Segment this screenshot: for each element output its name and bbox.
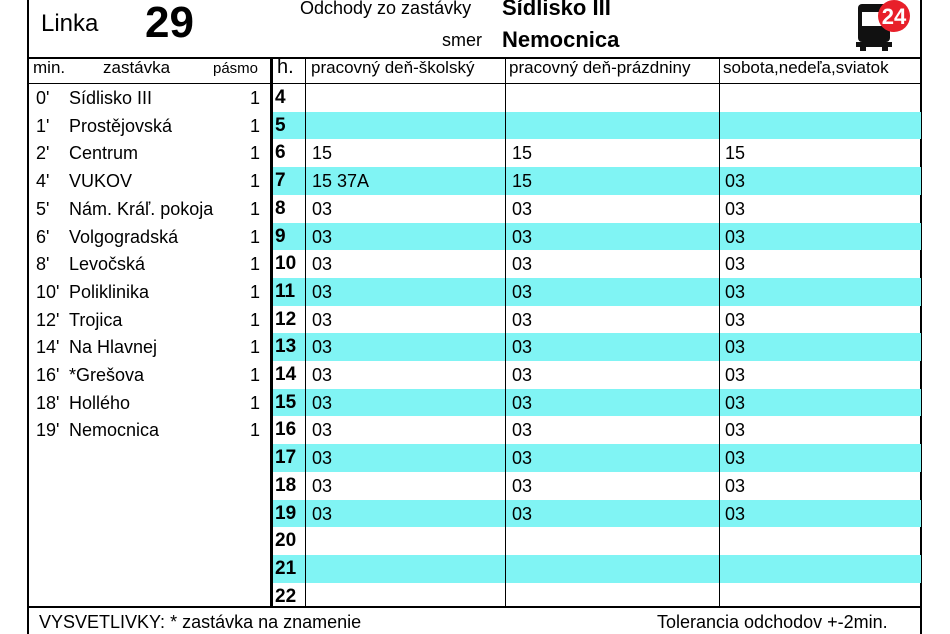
stop-name: Centrum	[69, 143, 139, 164]
stop-min: 10'	[36, 281, 60, 302]
stop-min: 8'	[36, 254, 50, 275]
col-header-school-weekday: pracovný deň-školský	[311, 58, 475, 77]
stop-zone: 1	[250, 88, 261, 108]
stop-min: 16'	[36, 365, 60, 385]
departure-minutes: 03	[312, 503, 333, 524]
departure-minutes: 03	[312, 226, 333, 247]
stop-zone: 1	[250, 143, 261, 164]
hour-row	[273, 527, 921, 555]
departure-minutes: 03	[725, 392, 746, 413]
departure-minutes: 03	[725, 198, 746, 219]
stop-min: 4'	[36, 171, 50, 192]
stop-zone: 1	[250, 309, 261, 330]
stop-zone: 1	[250, 365, 261, 385]
direction-label: smer	[442, 30, 482, 50]
stop-zone: 1	[250, 171, 261, 192]
departure-minutes: 03	[512, 503, 533, 524]
departure-minutes: 03	[725, 171, 746, 192]
hour-row	[273, 223, 921, 251]
hour-row	[273, 555, 921, 583]
hour-row	[273, 444, 921, 472]
hour-label: 8	[275, 197, 286, 219]
departure-minutes: 03	[512, 475, 533, 496]
departures-label: Odchody zo zastávky	[300, 0, 472, 18]
hour-label: 13	[275, 336, 297, 358]
hour-label: 7	[275, 170, 286, 192]
stop-name: Na Hlavnej	[69, 337, 158, 358]
departure-minutes: 03	[512, 226, 533, 247]
stop-min: 19'	[36, 420, 60, 441]
departure-minutes: 03	[312, 281, 333, 302]
hour-row	[273, 472, 921, 500]
hour-col-divider	[305, 57, 306, 606]
hour-label: 11	[275, 280, 296, 302]
departure-minutes: 03	[512, 337, 533, 358]
hour-row	[273, 416, 921, 444]
departure-minutes: 15	[512, 171, 533, 192]
departure-minutes: 03	[312, 337, 333, 358]
stop-name: VUKOV	[69, 171, 133, 192]
departure-minutes: 03	[512, 198, 533, 219]
departure-minutes: 03	[312, 198, 333, 219]
hour-row	[273, 84, 921, 112]
departure-minutes: 03	[312, 392, 333, 413]
departure-minutes: 03	[725, 281, 746, 302]
stop-min: 0'	[36, 88, 50, 108]
stop-name: Volgogradská	[69, 226, 179, 247]
hour-row	[273, 112, 921, 140]
departure-minutes: 03	[312, 254, 333, 275]
departure-minutes: 03	[312, 365, 333, 385]
hour-row	[273, 500, 921, 528]
stop-min: 12'	[36, 309, 60, 330]
hour-row	[273, 389, 921, 417]
col-header-hour: h.	[277, 56, 294, 78]
departure-minutes: 03	[725, 420, 746, 441]
hour-row	[273, 361, 921, 389]
col-header-holiday-weekday: pracovný deň-prázdniny	[509, 58, 691, 77]
bus-24-logo	[852, 0, 912, 52]
tolerance-note: Tolerancia odchodov +-2min.	[657, 612, 888, 632]
col-header-stop: zastávka	[103, 58, 171, 77]
hour-label: 22	[275, 585, 297, 607]
stop-min: 5'	[36, 198, 50, 219]
hour-row	[273, 139, 921, 167]
hour-label: 18	[275, 474, 297, 496]
stop-name: Nemocnica	[69, 420, 160, 441]
stop-name: Sídlisko III	[69, 88, 153, 108]
departure-minutes: 03	[725, 254, 746, 275]
hour-row	[273, 278, 921, 306]
stop-min: 2'	[36, 143, 50, 164]
stop-zone: 1	[250, 115, 261, 136]
departure-minutes: 03	[512, 281, 533, 302]
col2-col3-divider	[719, 57, 720, 606]
line-label: Linka	[41, 10, 99, 37]
stop-zone: 1	[250, 420, 261, 441]
stop-zone: 1	[250, 281, 261, 302]
stop-zone: 1	[250, 392, 261, 413]
departure-minutes: 03	[725, 448, 746, 469]
hour-row	[273, 306, 921, 334]
stop-min: 18'	[36, 392, 60, 413]
departure-minutes: 15	[725, 143, 746, 164]
hour-label: 10	[275, 253, 297, 275]
hour-label: 5	[275, 114, 286, 136]
hour-label: 14	[275, 364, 297, 385]
legend-note: VYSVETLIVKY: * zastávka na znamenie	[39, 612, 362, 632]
hour-row	[273, 583, 921, 611]
departure-minutes: 03	[512, 365, 533, 385]
hour-label: 19	[275, 502, 297, 524]
hour-label: 21	[275, 557, 297, 579]
stop-name: Prostějovská	[69, 115, 173, 136]
departure-minutes: 03	[312, 448, 333, 469]
direction-stop: Nemocnica	[502, 27, 620, 52]
bus-icon-wheel-left	[860, 46, 866, 51]
departure-minutes: 03	[512, 448, 533, 469]
departure-minutes: 03	[725, 337, 746, 358]
hour-label: 9	[275, 225, 286, 247]
line-number: 29	[145, 0, 194, 47]
hour-row	[273, 333, 921, 361]
stop-zone: 1	[250, 198, 261, 219]
departure-minutes: 15 37A	[312, 171, 370, 192]
departure-minutes: 03	[512, 420, 533, 441]
hour-label: 6	[275, 142, 286, 164]
hour-row	[273, 167, 921, 195]
stop-min: 6'	[36, 226, 50, 247]
hour-label: 17	[275, 447, 297, 469]
stop-name: Nám. Kráľ. pokoja	[69, 198, 214, 219]
col-header-zone: pásmo	[213, 60, 259, 77]
departure-minutes: 03	[725, 475, 746, 496]
stop-name: *Grešova	[69, 365, 145, 385]
hour-label: 4	[275, 87, 286, 108]
bus-icon-wheel-right	[882, 46, 888, 51]
departure-minutes: 03	[512, 392, 533, 413]
stop-zone: 1	[250, 226, 261, 247]
departure-minutes: 15	[512, 143, 533, 164]
hour-label: 20	[275, 530, 297, 552]
stops-hours-divider	[270, 57, 273, 606]
departure-minutes: 03	[312, 475, 333, 496]
stop-zone: 1	[250, 337, 261, 358]
departure-minutes: 03	[725, 226, 746, 247]
hour-label: 12	[275, 308, 297, 330]
hour-row	[273, 195, 921, 223]
departure-minutes: 03	[725, 309, 746, 330]
departure-minutes: 03	[312, 309, 333, 330]
stop-min: 14'	[36, 337, 60, 358]
departure-minutes: 03	[512, 254, 533, 275]
stop-name: Trojica	[69, 309, 123, 330]
stop-name: Poliklinika	[69, 281, 150, 302]
col-header-min: min.	[33, 58, 66, 77]
frame-left-border	[27, 0, 29, 634]
col1-col2-divider	[505, 57, 506, 606]
col-header-weekend: sobota,nedeľa,sviatok	[723, 58, 889, 77]
stop-zone: 1	[250, 254, 261, 275]
hour-label: 15	[275, 391, 297, 413]
departure-minutes: 03	[312, 420, 333, 441]
departure-stop: Sídlisko III	[502, 0, 611, 20]
logo-badge-text: 24	[881, 4, 907, 29]
hour-row	[273, 250, 921, 278]
hour-label: 16	[275, 419, 297, 441]
departure-minutes: 15	[312, 143, 333, 164]
stop-min: 1'	[36, 115, 50, 136]
stop-name: Levočská	[69, 254, 146, 275]
departure-minutes: 03	[725, 503, 746, 524]
stop-name: Hollého	[69, 392, 131, 413]
departure-minutes: 03	[725, 365, 746, 385]
departure-minutes: 03	[512, 309, 533, 330]
